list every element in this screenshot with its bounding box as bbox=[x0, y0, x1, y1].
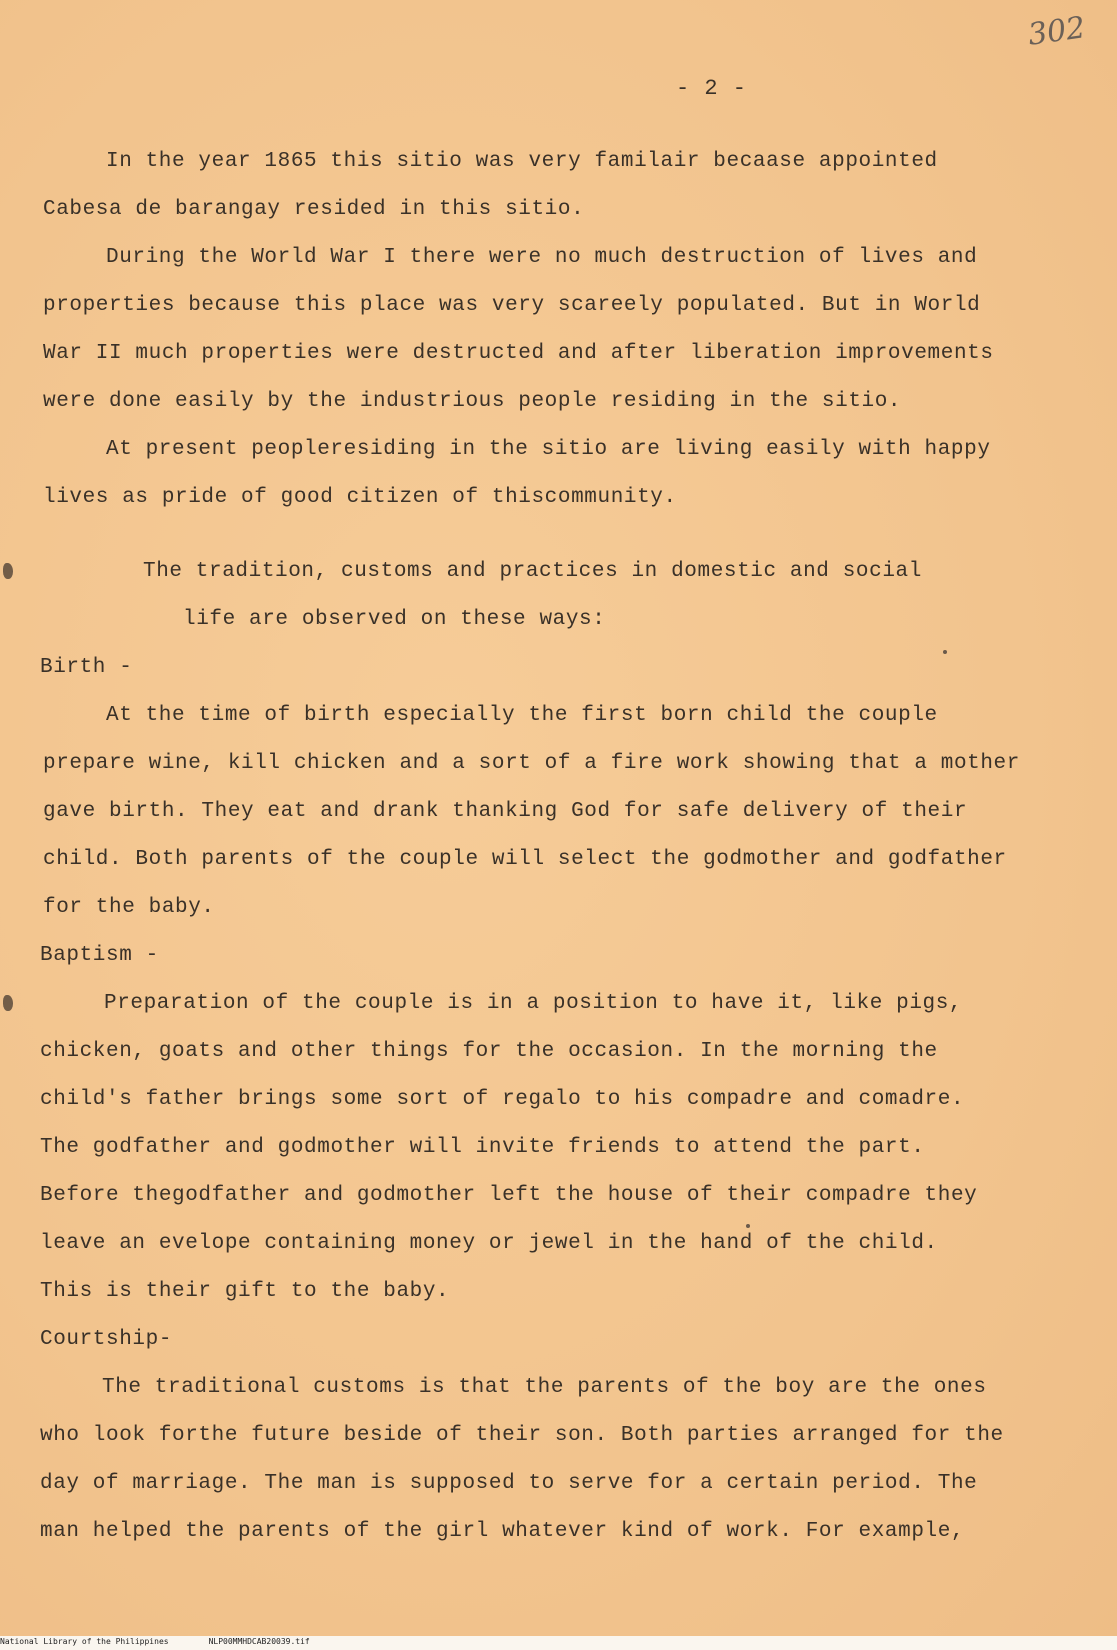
ink-speck bbox=[943, 650, 947, 654]
footer-library: National Library of the Philippines bbox=[0, 1637, 169, 1646]
text-line: lives as pride of good citizen of thiscommunity. bbox=[43, 486, 677, 509]
text-line: Cabesa de barangay resided in this sitio. bbox=[43, 198, 585, 221]
section-heading-birth: Birth - bbox=[40, 656, 133, 679]
text-line: gave birth. They eat and drank thanking God for safe delivery of their bbox=[43, 800, 968, 823]
text-line: The tradition, customs and practices in domestic and social bbox=[143, 560, 922, 583]
page-number: - 2 - bbox=[676, 76, 748, 101]
text-line: At the time of birth especially the first born child the couple bbox=[106, 704, 938, 727]
text-line: for the baby. bbox=[43, 896, 215, 919]
text-line: life are observed on these ways: bbox=[183, 608, 606, 631]
text-line: man helped the parents of the girl whatever kind of work. For example, bbox=[40, 1520, 965, 1543]
section-heading-baptism: Baptism - bbox=[40, 944, 159, 967]
text-line: Before thegodfather and godmother left the house of their compadre they bbox=[40, 1184, 978, 1207]
text-line: were done easily by the industrious people residing in the sitio. bbox=[43, 390, 902, 413]
ink-blot-mark bbox=[3, 995, 13, 1011]
text-line: In the year 1865 this sitio was very familair becaase appointed bbox=[106, 150, 938, 173]
text-line: War II much properties were destructed and after liberation improvements bbox=[43, 342, 994, 365]
text-line: The godfather and godmother will invite friends to attend the part. bbox=[40, 1136, 925, 1159]
text-line: child. Both parents of the couple will select the godmother and godfather bbox=[43, 848, 1007, 871]
text-line: leave an evelope containing money or jewel in the hand of the child. bbox=[40, 1232, 938, 1255]
scan-footer-strip bbox=[0, 1636, 1117, 1650]
ink-speck bbox=[746, 1224, 750, 1228]
text-line: prepare wine, kill chicken and a sort of a fire work showing that a mother bbox=[43, 752, 1020, 775]
text-line: During the World War I there were no much destruction of lives and bbox=[106, 246, 978, 269]
text-line: who look forthe future beside of their son. Both parties arranged for the bbox=[40, 1424, 1004, 1447]
text-line: The traditional customs is that the parents of the boy are the ones bbox=[102, 1376, 987, 1399]
folio-number: 302 bbox=[1025, 10, 1088, 53]
scan-footer-text bbox=[0, 1636, 310, 1648]
text-line: This is their gift to the baby. bbox=[40, 1280, 450, 1303]
footer-filename: NLP00MMHDCAB20039.tif bbox=[208, 1637, 310, 1646]
text-line: properties because this place was very scareely populated. But in World bbox=[43, 294, 981, 317]
text-line: day of marriage. The man is supposed to serve for a certain period. The bbox=[40, 1472, 978, 1495]
text-line: chicken, goats and other things for the occasion. In the morning the bbox=[40, 1040, 938, 1063]
text-line: Preparation of the couple is in a position to have it, like pigs, bbox=[104, 992, 963, 1015]
section-heading-courtship: Courtship- bbox=[40, 1328, 173, 1351]
text-line: child's father brings some sort of regalo to his compadre and comadre. bbox=[40, 1088, 965, 1111]
text-line: At present peopleresiding in the sitio are living easily with happy bbox=[106, 438, 991, 461]
ink-blot-mark bbox=[3, 563, 13, 579]
